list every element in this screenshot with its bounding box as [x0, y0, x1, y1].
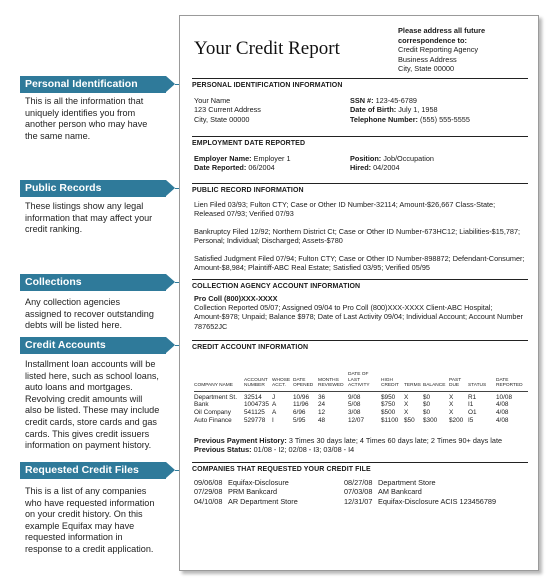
annotation-text-personal: This is all the information that uniquely identifies you from another person who may have the same name.: [25, 96, 148, 141]
table-cell: O1: [468, 409, 477, 417]
table-cell: 5/95: [293, 416, 306, 424]
annotation-text-requested: This is a list of any companies who have requested information on your credit history. On this example Equifax may have requested information in response to a credit application.: [25, 486, 155, 554]
table-cell: $300: [423, 416, 438, 424]
correspondence-line: Credit Reporting Agency: [398, 45, 479, 55]
column-header: WHOSE ACCT.: [272, 372, 293, 391]
table-cell: 541125: [244, 409, 265, 417]
table-cell: I1: [468, 401, 474, 409]
inquiry-company: Department Store: [378, 478, 436, 487]
list-item: [194, 487, 298, 496]
table-cell: 10/08: [496, 393, 512, 401]
table-cell: $0: [423, 409, 431, 417]
credit-table-header-row: [194, 372, 528, 391]
position-value: Job/Occupation: [383, 154, 434, 163]
personal-address: 123 Current Address: [194, 105, 261, 115]
table-cell: 4/08: [496, 409, 509, 417]
phone-label: Telephone Number:: [350, 114, 418, 124]
inquiry-company: AM Bankcard: [378, 487, 422, 497]
table-row: [194, 417, 528, 425]
table-cell: 529778: [244, 416, 266, 424]
inquiry-date: 09/06/08: [194, 478, 223, 487]
previous-status-value: 01/08 - I2; 02/08 - I3; 03/08 - I4: [253, 445, 355, 454]
column-header: DATE REPORTED: [496, 372, 528, 391]
table-cell: 5/08: [348, 401, 361, 409]
inquiry-date: 07/03/08: [344, 487, 373, 497]
payment-history: [194, 436, 526, 445]
table-cell: 3/08: [348, 409, 361, 417]
inquiry-company: AR Department Store: [228, 496, 298, 506]
collection-detail: Collection Reported 05/07; Assigned 09/04 to Pro Coll (800)XXX-XXXX Client-ABC Hospital; Amount-$978; Unpaid; Balance $978; Date of Last Activity 09/04; Individual Account; Account Number 787652JC: [194, 303, 523, 331]
list-item: [344, 478, 496, 487]
list-item: [194, 497, 298, 506]
employer-label: Employer Name:: [194, 154, 252, 163]
table-cell: 12/07: [348, 416, 364, 424]
annotation-header-collections: Collections: [20, 274, 166, 291]
annotation-header-requested: Requested Credit Files: [20, 462, 166, 479]
ssn-label: SSN #:: [350, 96, 374, 105]
report-title: Your Credit Report: [194, 38, 340, 59]
public-record-item: Satisfied Judgment Filed 07/94; Fulton CTY; Case or Other ID Number-898872; Defendant-Consumer; Amount-$8,984; Plaintiff-ABC Real Estate; Satisfied 03/95; Verified 05/95: [194, 254, 525, 273]
table-cell: $0: [423, 401, 431, 409]
position-label: Position:: [350, 154, 382, 163]
correspondence-heading: Please address all future correspondence to:: [398, 26, 486, 45]
column-header: MONTHS REVIEWED: [318, 372, 348, 391]
previous-status: [194, 445, 526, 454]
section-heading-inquiries: COMPANIES THAT REQUESTED YOUR CREDIT FILE: [192, 462, 528, 473]
table-row: [194, 401, 528, 409]
table-cell: $750: [381, 401, 396, 409]
column-header: PAST DUE: [449, 372, 468, 391]
dob-value: July 1, 1958: [398, 105, 438, 115]
date-reported-value: 06/2004: [248, 163, 275, 173]
table-cell: 32514: [244, 393, 262, 401]
personal-city: City, State 00000: [194, 114, 250, 124]
list-item: [344, 487, 496, 496]
table-cell: X: [404, 393, 409, 401]
payment-history-value: 3 Times 30 days late; 4 Times 60 days late; 2 Times 90+ days late: [288, 436, 503, 445]
personal-identifiers: [350, 96, 470, 124]
table-cell: $0: [423, 393, 431, 401]
list-item: [194, 478, 298, 487]
inquiry-company: PRM Bankcard: [228, 487, 278, 497]
table-cell: $1100: [381, 416, 399, 424]
inquiry-company: Equifax-Disclosure ACIS 123456789: [378, 496, 497, 506]
column-header: BALANCE: [423, 372, 449, 391]
phone-value: (555) 555-5555: [420, 114, 470, 124]
date-reported-label: Date Reported:: [194, 163, 247, 173]
correspondence-line: Business Address: [398, 54, 457, 64]
inquiry-company: Equifax-Disclosure: [228, 478, 289, 487]
table-cell: X: [449, 401, 454, 409]
credit-account-table: [194, 372, 528, 425]
annotation-header-public: Public Records: [20, 180, 166, 197]
personal-name: Your Name: [194, 96, 231, 105]
inquiry-date: 08/27/08: [344, 478, 373, 487]
table-cell: 6/96: [293, 409, 306, 417]
table-cell: 12: [318, 409, 326, 417]
collection-agency: Pro Coll (800)XXX-XXXX: [194, 294, 278, 303]
column-header: DATE OPENED: [293, 372, 318, 391]
inquiries-left: [194, 478, 298, 506]
annotation-header-personal: Personal Identification: [20, 76, 166, 93]
annotation-text-collections: Any collection agencies assigned to recover outstanding debts will be listed here.: [25, 297, 154, 331]
personal-name-address: [194, 96, 261, 124]
table-cell: $950: [381, 393, 396, 401]
table-cell: $50: [404, 416, 415, 424]
credit-report-page: [179, 15, 539, 571]
section-heading-credit: CREDIT ACCOUNT INFORMATION: [192, 340, 528, 351]
table-cell: 4/08: [496, 401, 509, 409]
table-cell: 1004735: [244, 401, 269, 409]
table-cell: X: [449, 409, 454, 417]
inquiries-right: [344, 478, 496, 506]
table-cell: A: [272, 401, 277, 409]
column-header: COMPANY NAME: [194, 372, 244, 391]
column-header: STATUS: [468, 372, 496, 391]
dob-label: Date of Birth:: [350, 105, 397, 115]
employer-value: Employer 1: [253, 154, 291, 163]
table-cell: 4/08: [496, 416, 509, 424]
table-cell: X: [404, 409, 409, 417]
ssn-value: 123-45-6789: [375, 96, 417, 105]
table-cell: A: [272, 409, 277, 417]
inquiry-date: 07/29/08: [194, 487, 223, 497]
column-header: ACCOUNT NUMBER: [244, 372, 272, 391]
table-cell: X: [404, 401, 409, 409]
section-heading-collections: COLLECTION AGENCY ACCOUNT INFORMATION: [192, 279, 528, 290]
annotation-text-credit: Installment loan accounts will be listed here, such as school loans, auto loans and mortgages. Revolving credit amounts will also be listed. These may include credit cards, store cards and gas cards. This gives credit issuers information on payment history.: [25, 359, 160, 451]
table-cell: R1: [468, 393, 477, 401]
employment-right: [350, 154, 434, 173]
table-cell: I5: [468, 416, 474, 424]
correspondence-block: [398, 26, 534, 74]
inquiry-date: 12/31/07: [344, 496, 373, 506]
hired-label: Hired:: [350, 163, 372, 173]
public-record-item: Bankruptcy Filed 12/92; Northern District Ct; Case or Other ID Number-673HC12; Liabilities-$15,787; Personal; Individual; Discharged; Assets-$780: [194, 227, 521, 246]
previous-status-label: Previous Status:: [194, 445, 252, 454]
table-cell: Department St.: [194, 393, 237, 401]
table-cell: 11/96: [293, 401, 309, 409]
column-header: HIGH CREDIT: [381, 372, 404, 391]
table-cell: Oil Company: [194, 409, 231, 417]
table-cell: I: [272, 416, 274, 424]
table-cell: $200: [449, 416, 464, 424]
annotation-text-public: These listings show any legal information that may affect your credit ranking.: [25, 201, 153, 235]
table-cell: 10/96: [293, 393, 309, 401]
table-cell: Bank: [194, 401, 209, 409]
table-row: [194, 409, 528, 417]
column-header: TERMS: [404, 372, 423, 391]
table-cell: 48: [318, 416, 326, 424]
list-item: [344, 497, 496, 506]
table-cell: X: [449, 393, 454, 401]
public-record-item: Lien Filed 03/93; Fulton CTY; Case or Other ID Number-32114; Amount-$26,667 Class-State; Released 07/93; Verified 07/93: [194, 200, 496, 219]
correspondence-line: City, State 00000: [398, 64, 455, 74]
section-heading-employment: EMPLOYMENT DATE REPORTED: [192, 136, 528, 147]
table-cell: J: [272, 393, 276, 401]
hired-value: 04/2004: [373, 163, 400, 173]
table-row: [194, 391, 528, 401]
employment-left: [194, 154, 291, 173]
table-cell: 9/08: [348, 393, 361, 401]
table-cell: $500: [381, 409, 396, 417]
table-cell: 36: [318, 393, 326, 401]
table-cell: 24: [318, 401, 326, 409]
table-cell: Auto Finance: [194, 416, 232, 424]
section-heading-personal: PERSONAL IDENTIFICATION INFORMATION: [192, 78, 528, 89]
inquiry-date: 04/10/08: [194, 496, 223, 506]
column-header: DATE OF LAST ACTIVITY: [348, 372, 381, 391]
annotation-header-credit: Credit Accounts: [20, 337, 166, 354]
section-heading-public-records: PUBLIC RECORD INFORMATION: [192, 183, 528, 194]
payment-history-label: Previous Payment History:: [194, 436, 287, 445]
